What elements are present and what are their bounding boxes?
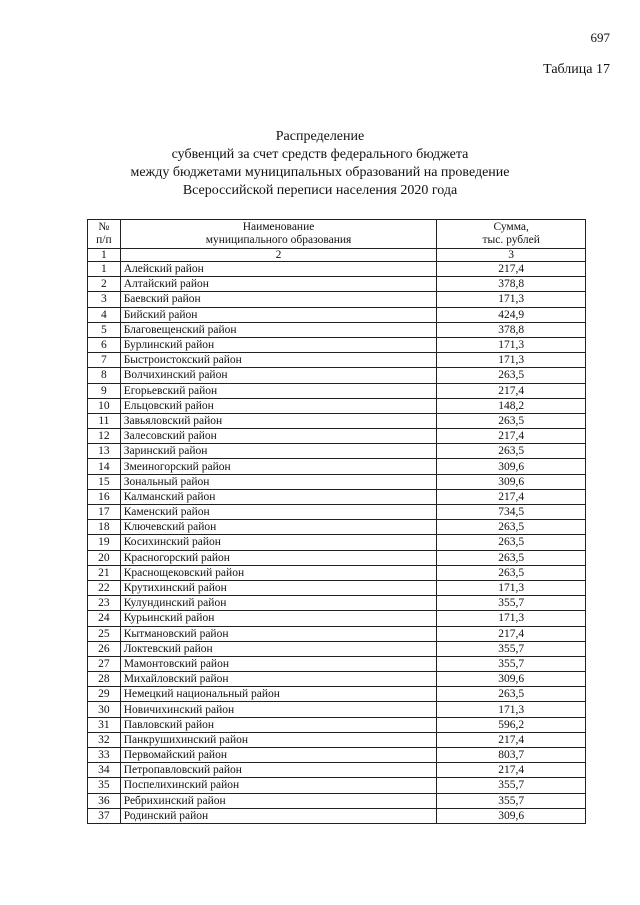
municipality-name: Заринский район	[120, 444, 437, 459]
municipality-name: Панкрушихинский район	[120, 732, 437, 747]
table-row	[88, 748, 586, 763]
row-number: 19	[88, 535, 121, 550]
header-name-line1: Наименование	[242, 221, 315, 233]
municipality-name: Ельцовский район	[120, 398, 437, 413]
municipality-name: Баевский район	[120, 292, 437, 307]
row-number: 18	[88, 520, 121, 535]
table-row	[88, 580, 586, 595]
subvention-amount: 263,5	[437, 444, 586, 459]
row-number: 30	[88, 702, 121, 717]
row-number: 11	[88, 413, 121, 428]
subvention-amount: 596,2	[437, 717, 586, 732]
table-row	[88, 520, 586, 535]
table-row	[88, 337, 586, 352]
subvention-amount: 309,6	[437, 672, 586, 687]
table-row	[88, 626, 586, 641]
row-number: 26	[88, 641, 121, 656]
subvention-amount: 263,5	[437, 368, 586, 383]
row-number: 2	[88, 277, 121, 292]
table-row	[88, 550, 586, 565]
subvention-amount: 309,6	[437, 459, 586, 474]
table-row	[88, 808, 586, 823]
row-number: 29	[88, 687, 121, 702]
subvention-amount: 171,3	[437, 702, 586, 717]
municipality-name: Михайловский район	[120, 672, 437, 687]
row-number: 3	[88, 292, 121, 307]
table-row	[88, 778, 586, 793]
municipality-name: Благовещенский район	[120, 322, 437, 337]
municipality-name: Ключевский район	[120, 520, 437, 535]
table-row	[88, 474, 586, 489]
title-line-1: Распределение	[275, 129, 365, 144]
municipality-name: Крутихинский район	[120, 580, 437, 595]
row-number: 5	[88, 322, 121, 337]
header-sum-line1: Сумма,	[493, 221, 529, 233]
subvention-amount: 378,8	[437, 322, 586, 337]
row-number: 7	[88, 353, 121, 368]
municipality-name: Курьинский район	[120, 611, 437, 626]
municipality-name: Родинский район	[120, 808, 437, 823]
municipality-name: Немецкий национальный район	[120, 687, 437, 702]
subvention-amount: 309,6	[437, 808, 586, 823]
subvention-amount: 217,4	[437, 489, 586, 504]
column-index: 3	[437, 249, 586, 262]
table-row	[88, 489, 586, 504]
row-number: 6	[88, 337, 121, 352]
table-row	[88, 277, 586, 292]
subvention-amount: 217,4	[437, 763, 586, 778]
row-number: 16	[88, 489, 121, 504]
header-number-line1: №	[98, 221, 110, 233]
municipality-name: Змеиногорский район	[120, 459, 437, 474]
row-number: 37	[88, 808, 121, 823]
table-row	[88, 398, 586, 413]
municipality-name: Волчихинский район	[120, 368, 437, 383]
table-row	[88, 505, 586, 520]
row-number: 34	[88, 763, 121, 778]
municipality-name: Первомайский район	[120, 748, 437, 763]
document-title	[0, 128, 640, 200]
subvention-amount: 734,5	[437, 505, 586, 520]
table-row	[88, 793, 586, 808]
table-row	[88, 429, 586, 444]
subvention-amount: 171,3	[437, 611, 586, 626]
row-number: 27	[88, 656, 121, 671]
row-number: 21	[88, 565, 121, 580]
table-row	[88, 596, 586, 611]
column-index: 1	[88, 249, 121, 262]
subvention-amount: 217,4	[437, 383, 586, 398]
table-row	[88, 641, 586, 656]
table-row	[88, 413, 586, 428]
title-line-3: между бюджетами муниципальных образований на проведение	[130, 165, 510, 180]
table-row	[88, 459, 586, 474]
subvention-amount: 355,7	[437, 793, 586, 808]
municipality-name: Алтайский район	[120, 277, 437, 292]
row-number: 24	[88, 611, 121, 626]
subvention-amount: 263,5	[437, 413, 586, 428]
municipality-name: Локтевский район	[120, 641, 437, 656]
subvention-amount: 217,4	[437, 262, 586, 277]
table-row	[88, 368, 586, 383]
header-number	[88, 220, 121, 249]
table-row	[88, 672, 586, 687]
subvention-amount: 355,7	[437, 596, 586, 611]
table-row	[88, 717, 586, 732]
subvention-amount: 263,5	[437, 535, 586, 550]
table-row	[88, 383, 586, 398]
subvention-amount: 171,3	[437, 353, 586, 368]
municipality-name: Каменский район	[120, 505, 437, 520]
table-row	[88, 535, 586, 550]
table-row	[88, 763, 586, 778]
subvention-amount: 217,4	[437, 429, 586, 444]
municipality-name: Бурлинский район	[120, 337, 437, 352]
table-header-row	[88, 220, 586, 249]
row-number: 13	[88, 444, 121, 459]
title-line-2: субвенций за счет средств федерального бюджета	[171, 147, 469, 162]
table-row	[88, 444, 586, 459]
municipality-name: Кытмановский район	[120, 626, 437, 641]
row-number: 1	[88, 262, 121, 277]
municipality-name: Косихинский район	[120, 535, 437, 550]
municipality-name: Алейский район	[120, 262, 437, 277]
table-row	[88, 687, 586, 702]
municipality-name: Красногорский район	[120, 550, 437, 565]
municipality-name: Петропавловский район	[120, 763, 437, 778]
subvention-amount: 171,3	[437, 337, 586, 352]
column-index: 2	[120, 249, 437, 262]
table-body	[88, 262, 586, 824]
row-number: 33	[88, 748, 121, 763]
subvention-amount: 217,4	[437, 732, 586, 747]
municipality-name: Егорьевский район	[120, 383, 437, 398]
row-number: 22	[88, 580, 121, 595]
row-number: 36	[88, 793, 121, 808]
table-row	[88, 611, 586, 626]
subvention-amount: 424,9	[437, 307, 586, 322]
subvention-amount: 263,5	[437, 520, 586, 535]
header-sum	[437, 220, 586, 249]
municipality-name: Краснощековский район	[120, 565, 437, 580]
table-row	[88, 732, 586, 747]
table-label: Таблица 17	[543, 62, 610, 77]
distribution-table	[87, 219, 586, 824]
municipality-name: Мамонтовский район	[120, 656, 437, 671]
row-number: 23	[88, 596, 121, 611]
municipality-name: Павловский район	[120, 717, 437, 732]
subvention-amount: 309,6	[437, 474, 586, 489]
municipality-name: Бийский район	[120, 307, 437, 322]
header-name	[120, 220, 437, 249]
row-number: 14	[88, 459, 121, 474]
row-number: 20	[88, 550, 121, 565]
header-number-line2: п/п	[96, 234, 112, 246]
row-number: 32	[88, 732, 121, 747]
row-number: 28	[88, 672, 121, 687]
table-row	[88, 702, 586, 717]
row-number: 10	[88, 398, 121, 413]
municipality-name: Зональный район	[120, 474, 437, 489]
row-number: 17	[88, 505, 121, 520]
column-index-row	[88, 249, 586, 262]
row-number: 8	[88, 368, 121, 383]
municipality-name: Быстроистокский район	[120, 353, 437, 368]
municipality-name: Новичихинский район	[120, 702, 437, 717]
table-row	[88, 656, 586, 671]
subvention-amount: 171,3	[437, 292, 586, 307]
table-row	[88, 307, 586, 322]
subvention-amount: 355,7	[437, 656, 586, 671]
subvention-amount: 263,5	[437, 687, 586, 702]
page-number: 697	[590, 30, 610, 45]
table-row	[88, 353, 586, 368]
header-sum-line2: тыс. рублей	[482, 234, 540, 246]
municipality-name: Калманский район	[120, 489, 437, 504]
row-number: 9	[88, 383, 121, 398]
subvention-amount: 148,2	[437, 398, 586, 413]
municipality-name: Кулундинский район	[120, 596, 437, 611]
municipality-name: Ребрихинский район	[120, 793, 437, 808]
municipality-name: Залесовский район	[120, 429, 437, 444]
row-number: 15	[88, 474, 121, 489]
row-number: 4	[88, 307, 121, 322]
subvention-amount: 171,3	[437, 580, 586, 595]
header-name-line2: муниципального образования	[205, 234, 352, 246]
subvention-amount: 355,7	[437, 778, 586, 793]
table-row	[88, 565, 586, 580]
row-number: 25	[88, 626, 121, 641]
row-number: 35	[88, 778, 121, 793]
subvention-amount: 263,5	[437, 550, 586, 565]
subvention-amount: 803,7	[437, 748, 586, 763]
table-row	[88, 262, 586, 277]
municipality-name: Завьяловский район	[120, 413, 437, 428]
row-number: 31	[88, 717, 121, 732]
subvention-amount: 355,7	[437, 641, 586, 656]
title-line-4: Всероссийской переписи населения 2020 года	[182, 183, 458, 198]
subvention-amount: 263,5	[437, 565, 586, 580]
table-row	[88, 322, 586, 337]
table-row	[88, 292, 586, 307]
municipality-name: Поспелихинский район	[120, 778, 437, 793]
row-number: 12	[88, 429, 121, 444]
subvention-amount: 217,4	[437, 626, 586, 641]
subvention-amount: 378,8	[437, 277, 586, 292]
